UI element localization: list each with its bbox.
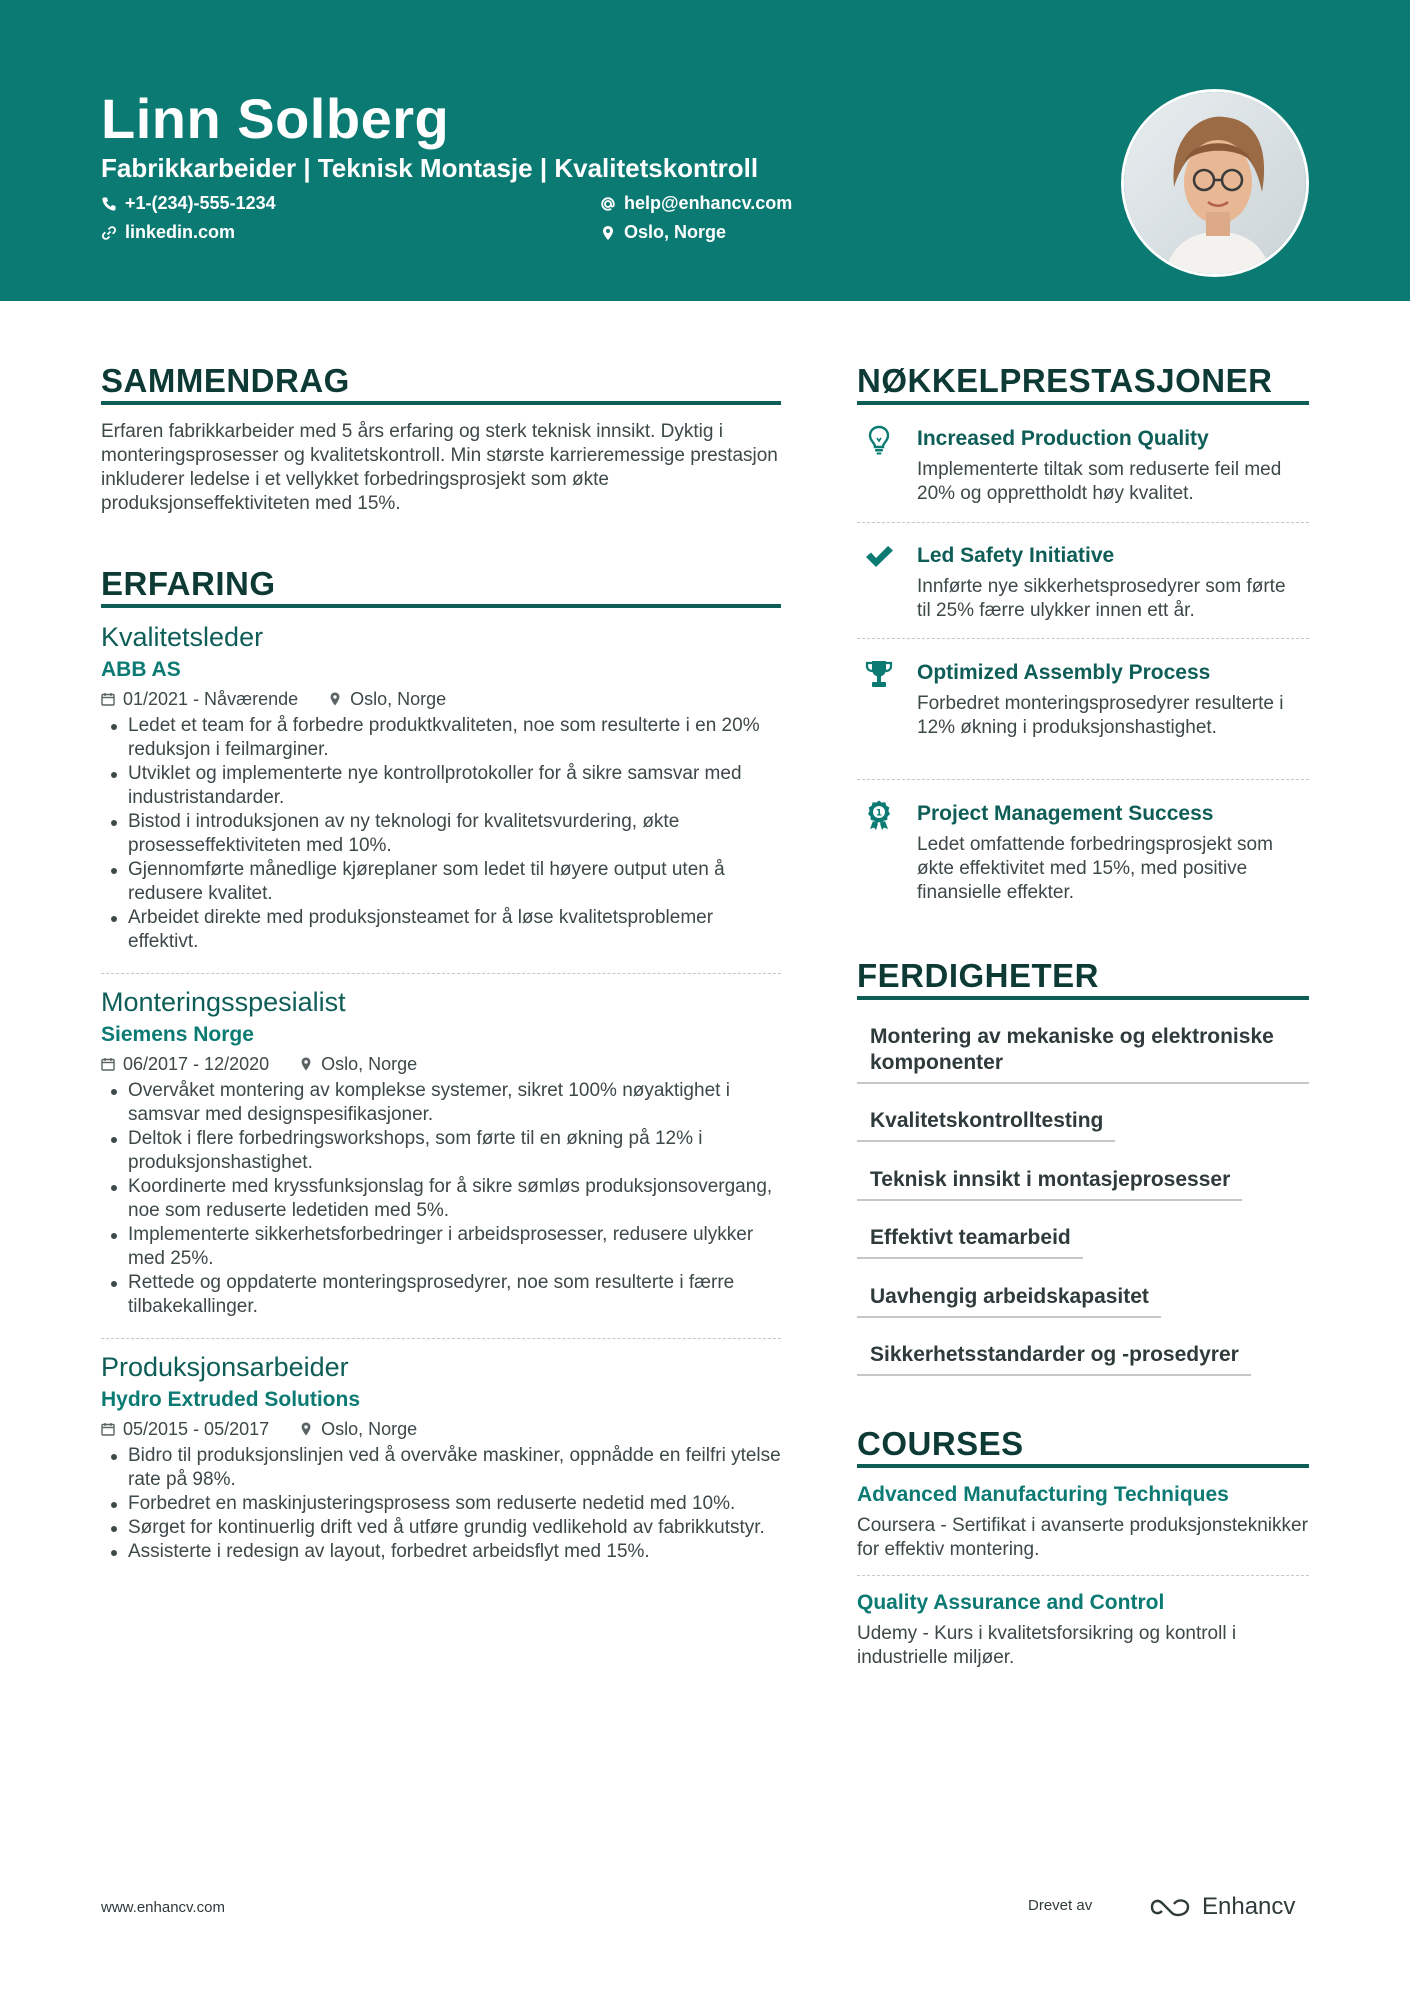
bullet-item: Ledet et team for å forbedre produktkvaliteten, noe som resulterte i en 20% reduksjon i feilmarginer.: [101, 714, 781, 762]
bullet-item: Assisterte i redesign av layout, forbedret arbeidsflyt med 15%.: [101, 1540, 781, 1564]
course-separator: [857, 1575, 1309, 1576]
candidate-headline: Fabrikkarbeider | Teknisk Montasje | Kvalitetskontroll: [101, 153, 759, 183]
bullet-item: Bidro til produksjonslinjen ved å overvåke maskiner, oppnådde en feilfri ytelse rate på 98%.: [101, 1444, 781, 1492]
calendar-icon: [101, 1057, 115, 1071]
job-meta: [101, 686, 781, 712]
svg-text:1: 1: [875, 808, 883, 819]
courses-heading: COURSES: [857, 1425, 1024, 1462]
job-company: Hydro Extruded Solutions: [101, 1388, 361, 1411]
trophy-icon: [863, 658, 895, 690]
footer-website-link[interactable]: www.enhancv.com: [101, 1899, 225, 1916]
job-separator: [101, 973, 781, 974]
bullet-item: Koordinerte med kryssfunksjonslag for å sikre sømløs produksjonsovergang, noe som reduserte ledetiden med 5%.: [101, 1175, 781, 1223]
summary-divider: [101, 401, 781, 405]
profile-photo: [1121, 89, 1309, 277]
job-title: Monteringsspesialist: [101, 987, 346, 1017]
course-title: Advanced Manufacturing Techniques: [857, 1483, 1229, 1506]
achievement-item: [857, 424, 1309, 514]
job-title: Produksjonsarbeider: [101, 1352, 349, 1382]
summary-text: Erfaren fabrikkarbeider med 5 års erfaring og sterk teknisk innsikt. Dyktig i monteringsprosesser og kvalitetskontroll. Min største karrieremessige prestasjon inkluderer ledelse i et vellykket forbedringsprosjekt som økte produksjonseffektiviteten med 15%.: [101, 421, 778, 514]
location-pin-icon: [328, 692, 342, 706]
achievements-heading: NØKKELPRESTASJONER: [857, 362, 1273, 399]
job-bullets: [101, 1444, 781, 1564]
enhancv-logo[interactable]: [1148, 1893, 1295, 1921]
contact-phone[interactable]: [101, 193, 276, 214]
enhancv-brand: Enhancv: [1202, 1893, 1296, 1920]
skill-tag: Uavhengig arbeidskapasitet: [857, 1284, 1161, 1318]
job-dates: 01/2021 - Nåværende: [101, 686, 298, 712]
job-location: Oslo, Norge: [328, 686, 446, 712]
achievement-title: Led Safety Initiative: [917, 544, 1115, 567]
contact-email[interactable]: [600, 193, 792, 214]
achievement-item: [857, 541, 1309, 631]
calendar-icon: [101, 692, 115, 706]
lightbulb-icon: [863, 424, 895, 456]
job-company: Siemens Norge: [101, 1023, 254, 1046]
candidate-name: Linn Solberg: [101, 87, 450, 150]
at-sign-icon: [600, 196, 616, 212]
contact-location: [600, 222, 726, 243]
achievement-item: [857, 658, 1309, 768]
phone-icon: [101, 196, 117, 212]
skill-tag: Montering av mekaniske og elektroniske komponenter: [857, 1024, 1309, 1084]
job-entry: [101, 1350, 781, 1564]
bullet-item: Gjennomførte månedlige kjøreplaner som ledet til høyere output uten å redusere kvalitet.: [101, 858, 781, 906]
achievement-desc: Innførte nye sikkerhetsprosedyrer som førte til 25% færre ulykker innen ett år.: [917, 576, 1286, 621]
courses-divider: [857, 1464, 1309, 1468]
bullet-item: Arbeidet direkte med produksjonsteamet for å løse kvalitetsproblemer effektivt.: [101, 906, 781, 954]
linkedin-text: linkedin.com: [125, 222, 236, 242]
bullet-item: Overvåket montering av komplekse systemer, sikret 100% nøyaktighet i samsvar med designspesifikasjoner.: [101, 1079, 781, 1127]
footer-powered-by: Drevet av: [1028, 1897, 1093, 1914]
achievement-title: Increased Production Quality: [917, 427, 1209, 450]
experience-heading: ERFARING: [101, 565, 276, 602]
skill-tag: Kvalitetskontrolltesting: [857, 1108, 1115, 1142]
bullet-item: Sørget for kontinuerlig drift ved å utføre grundig vedlikehold av fabrikkutstyr.: [101, 1516, 781, 1540]
skill-tag: Teknisk innsikt i montasjeprosesser: [857, 1167, 1242, 1201]
achievement-title: Optimized Assembly Process: [917, 661, 1211, 684]
bullet-item: Forbedret en maskinjusteringsprosess som reduserte nedetid med 10%.: [101, 1492, 781, 1516]
job-location: Oslo, Norge: [299, 1051, 417, 1077]
skill-tag: Effektivt teamarbeid: [857, 1225, 1083, 1259]
achievements-divider: [857, 401, 1309, 405]
location-pin-icon: [600, 225, 616, 241]
calendar-icon: [101, 1422, 115, 1436]
skill-tag: Sikkerhetsstandarder og -prosedyrer: [857, 1342, 1251, 1376]
contact-linkedin[interactable]: [101, 222, 235, 243]
job-bullets: [101, 1079, 781, 1319]
course-title: Quality Assurance and Control: [857, 1591, 1165, 1614]
job-meta: [101, 1416, 781, 1442]
location-text: Oslo, Norge: [624, 222, 727, 242]
experience-divider: [101, 604, 781, 608]
achievement-desc: Ledet omfattende forbedringsprosjekt som økte effektivitet med 15%, med positive finansielle effekter.: [917, 834, 1273, 903]
bullet-item: Implementerte sikkerhetsforbedringer i arbeidsprosesser, redusere ulykker med 25%.: [101, 1223, 781, 1271]
job-meta: [101, 1051, 781, 1077]
header-banner: [0, 0, 1410, 301]
job-dates: 06/2017 - 12/2020: [101, 1051, 269, 1077]
achievement-desc: Implementerte tiltak som reduserte feil med 20% og opprettholdt høy kvalitet.: [917, 459, 1282, 504]
achievement-title: Project Management Success: [917, 802, 1214, 825]
job-title: Kvalitetsleder: [101, 622, 264, 652]
job-location: Oslo, Norge: [299, 1416, 417, 1442]
link-icon: [101, 225, 117, 241]
award-ribbon-icon: [863, 799, 895, 831]
bullet-item: Rettede og oppdaterte monteringsprosedyrer, noe som resulterte i færre tilbakekallinger.: [101, 1271, 781, 1319]
achievement-desc: Forbedret monteringsprosedyrer resulterte i 12% økning i produksjonshastighet.: [917, 693, 1284, 738]
skills-heading: FERDIGHETER: [857, 957, 1100, 994]
checkmark-icon: [863, 541, 895, 573]
location-pin-icon: [299, 1057, 313, 1071]
bullet-item: Bistod i introduksjonen av ny teknologi for kvalitetsvurdering, økte prosesseffektiviteten med 10%.: [101, 810, 781, 858]
job-dates: 05/2015 - 05/2017: [101, 1416, 269, 1442]
job-entry: [101, 620, 781, 954]
bullet-item: Utviklet og implementerte nye kontrollprotokoller for å sikre samsvar med industristandarder.: [101, 762, 781, 810]
course-desc: Udemy - Kurs i kvalitetsforsikring og kontroll i industrielle miljøer.: [857, 1623, 1237, 1668]
bullet-item: Deltok i flere forbedringsworkshops, som førte til en økning på 12% i produksjonshastighet.: [101, 1127, 781, 1175]
enhancv-logo-icon: [1148, 1895, 1196, 1919]
job-company: ABB AS: [101, 658, 181, 681]
achievement-item: [857, 799, 1309, 909]
achievement-separator: [857, 779, 1309, 780]
job-bullets: [101, 714, 781, 954]
achievement-separator: [857, 638, 1309, 639]
course-desc: Coursera - Sertifikat i avanserte produksjonsteknikker for effektiv montering.: [857, 1515, 1308, 1560]
email-text: help@enhancv.com: [624, 193, 793, 213]
location-pin-icon: [299, 1422, 313, 1436]
phone-text: +1-(234)-555-1234: [125, 193, 276, 213]
job-separator: [101, 1338, 781, 1339]
achievement-separator: [857, 522, 1309, 523]
skills-divider: [857, 996, 1309, 1000]
job-entry: [101, 985, 781, 1319]
summary-heading: SAMMENDRAG: [101, 362, 350, 399]
